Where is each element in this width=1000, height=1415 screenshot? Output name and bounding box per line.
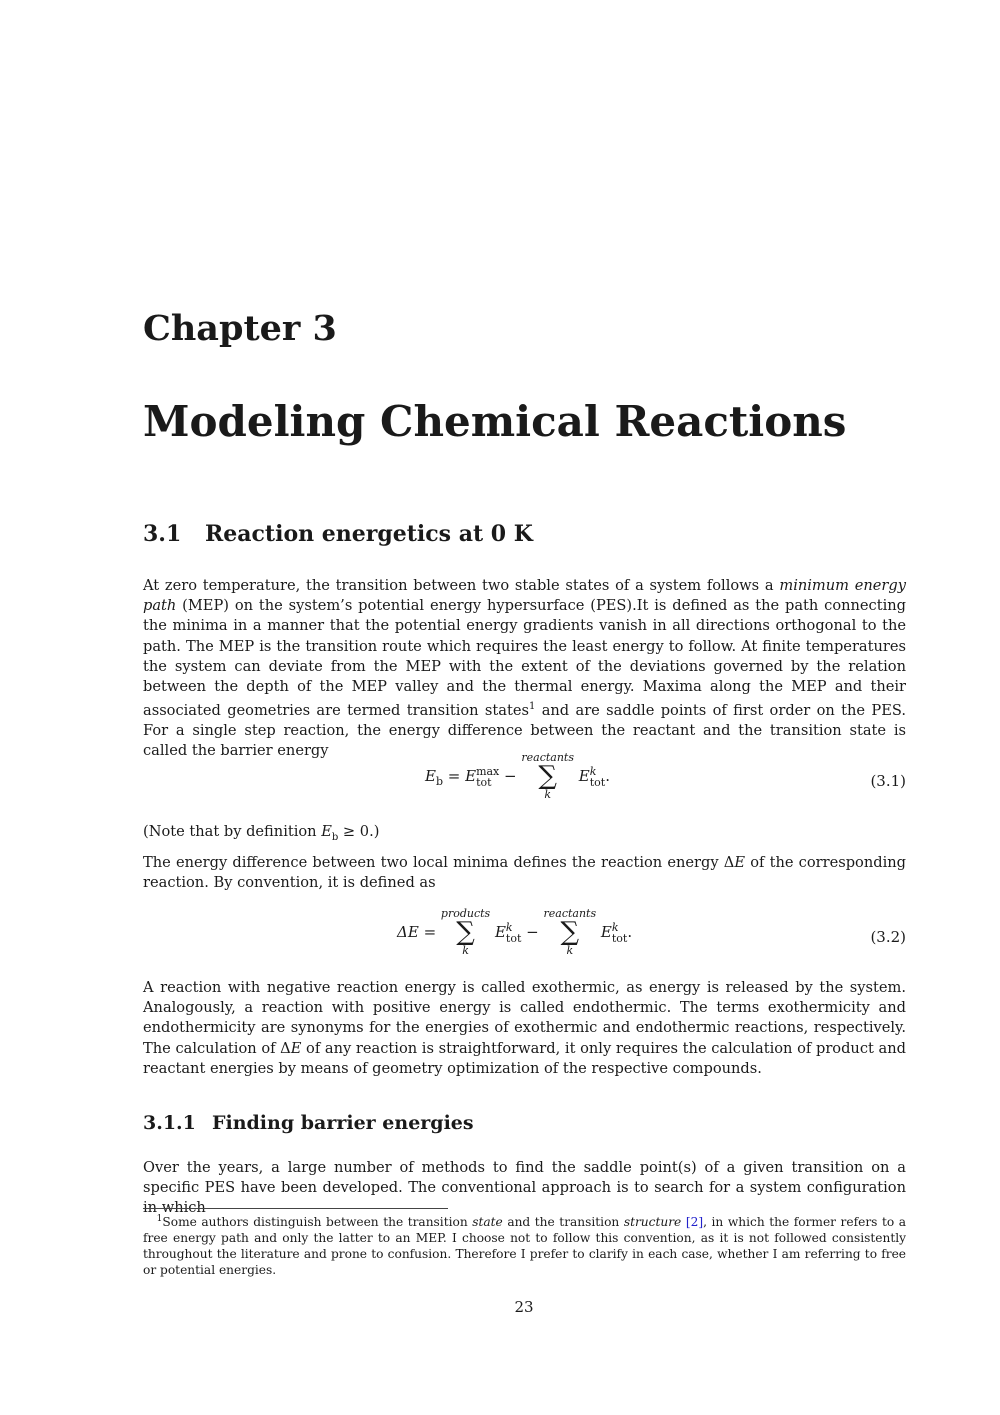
text: and the transition — [502, 1215, 624, 1230]
page-number: 23 — [514, 1298, 534, 1316]
eq-operator: = — [443, 767, 466, 785]
text: ≥ 0.) — [338, 823, 380, 840]
subsection-title: Finding barrier energies — [212, 1112, 474, 1134]
equation-body — [425, 752, 610, 802]
text: (MEP) on the system’s potential energy hypersurface (PES).It is defined as the path connecting the minima in a manner that the potential energy gradients vanish in all directions orthogonal to the path. The MEP is the transition route which requires the least energy to follow. At finite temperatures the system can deviate from the MEP with the extent of the deviations governed by the relation between the depth of the MEP valley and the thermal energy. Maxima along the MEP and their associated geometries are termed transition states — [143, 597, 906, 720]
eq-subscript: b — [435, 775, 443, 788]
text: of any reaction is straightforward, it only requires the calculation of product and reactant energies by means of geometry optimization of the respective compounds. — [143, 1039, 906, 1077]
paragraph-reaction-energy — [143, 853, 906, 893]
eq-subsup — [476, 766, 499, 788]
eq-superscript: max — [476, 765, 500, 778]
text: A reaction with negative reaction energy is called exothermic, as energy is released by the system. Analogously, a reaction with positive energy is called endothermic. The terms exothermicity and endothermicity are synonyms for the energies of exothermic and endothermic reactions, respectively. The calculation of Δ — [143, 979, 906, 1057]
eq-subscript: tot — [589, 776, 606, 789]
eq-subsup — [590, 766, 605, 788]
sigma-symbol: ∑ — [560, 917, 580, 947]
equation-body — [397, 908, 632, 958]
text: At zero temperature, the transition between two stable states of a system follows a — [143, 577, 780, 594]
footnote-mark: 1 — [156, 1214, 163, 1224]
eq-symbol: E — [578, 767, 590, 785]
equation-3-1 — [143, 752, 906, 812]
sum-upper-limit: reactants — [521, 751, 574, 764]
section-title: Reaction energetics at 0 K — [205, 521, 533, 547]
emphasis: minimum energy path — [143, 577, 906, 615]
sum-lower-limit: k — [566, 944, 574, 957]
eq-symbol: E — [600, 923, 612, 941]
emphasis: structure — [623, 1215, 682, 1230]
eq-symbol: ΔE — [397, 923, 419, 941]
emphasis: state — [472, 1215, 503, 1230]
paragraph-exothermic — [143, 978, 906, 1079]
equation-number: (3.2) — [870, 928, 906, 946]
eq-subscript: b — [331, 831, 339, 843]
eq-symbol: E — [290, 1039, 302, 1057]
footnote — [143, 1211, 906, 1278]
eq-superscript: k — [589, 765, 597, 778]
eq-operator: − — [521, 923, 544, 941]
chapter-title: Modeling Chemical Reactions — [143, 397, 847, 446]
paragraph-mep — [143, 576, 906, 762]
section-heading — [143, 521, 533, 547]
text: of the corresponding reaction. By convention, it is defined as — [143, 854, 906, 892]
summation — [521, 752, 574, 802]
eq-subscript: tot — [611, 932, 628, 945]
chapter-label: Chapter 3 — [143, 308, 337, 349]
eq-symbol: E — [734, 854, 745, 871]
eq-subscript: tot — [476, 776, 492, 789]
eq-operator: = — [418, 923, 441, 941]
citation-link[interactable]: [2] — [685, 1215, 704, 1230]
eq-operator: − — [499, 767, 522, 785]
eq-period: . — [605, 767, 610, 785]
eq-subsup — [506, 922, 521, 944]
subsection-heading — [143, 1112, 474, 1134]
eq-superscript: k — [505, 921, 513, 934]
footnote-divider — [143, 1208, 448, 1209]
sum-upper-limit: reactants — [543, 907, 597, 920]
eq-subscript: tot — [505, 932, 522, 945]
eq-symbol: E — [425, 767, 436, 785]
summation — [441, 908, 490, 958]
sum-upper-limit: products — [440, 907, 491, 920]
text: (Note that by definition — [143, 823, 322, 840]
equation-3-2 — [143, 908, 906, 968]
section-number: 3.1 — [143, 521, 182, 547]
footnote-ref[interactable]: 1 — [528, 701, 536, 713]
subsection-number: 3.1.1 — [143, 1112, 196, 1134]
text: , in which the former refers to a free energy path and only the latter to an MEP. I choose not to follow this convention, as it is not followed consistently throughout the literature and prone to confusion. Therefore I prefer to clarify in each case, whether I am referring to free or potential energies. — [143, 1215, 907, 1278]
paragraph-barrier: Over the years, a large number of methods to find the saddle point(s) of a given transition on a specific PES have been developed. The conventional approach is to search for a system configuration in which — [143, 1159, 906, 1217]
eq-period: . — [627, 923, 633, 941]
sigma-symbol: ∑ — [456, 917, 475, 947]
sum-lower-limit: k — [462, 944, 469, 957]
eq-subsup — [612, 922, 627, 944]
note-paragraph — [143, 822, 906, 848]
eq-superscript: k — [611, 921, 619, 934]
eq-symbol: E — [494, 923, 506, 941]
equation-number: (3.1) — [870, 772, 906, 790]
text: The energy difference between two local minima defines the reaction energy Δ — [143, 854, 735, 871]
eq-symbol: E — [321, 823, 332, 840]
sigma-symbol: ∑ — [538, 761, 557, 791]
sum-lower-limit: k — [544, 788, 552, 801]
summation — [544, 908, 597, 958]
eq-symbol: E — [465, 767, 477, 785]
text: and are saddle points of first order on the PES. For a single step reaction, the energy difference between the reactant and the transition state is called the barrier energy — [143, 702, 907, 760]
text: Some authors distinguish between the transition — [162, 1215, 473, 1230]
